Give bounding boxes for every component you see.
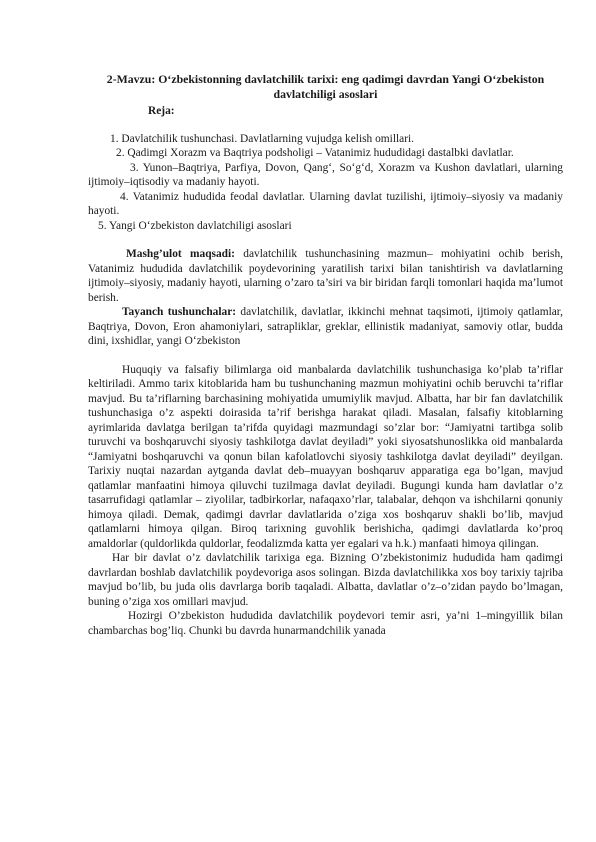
plan-item-2: 2. Qadimgi Xorazm va Baqtriya podsholigi – Vatanimiz hududidagi dastalbki davlatlar. — [116, 147, 514, 159]
keywords-label: Tayanch tushunchalar: — [122, 306, 237, 318]
keywords-text: davlatchilik, davlatlar, ikkinchi mehnat taqsimoti, ijtimoiy qatlamlar, Baqtriya, Dovon, Eron ahamoniylari, satrapliklar, greklar, ellinistik madaniyat, samoviy otlar, budda dini, ixshidlar, yangi O‘zbekiston — [88, 306, 563, 347]
page-title: 2-Mavzu: O‘zbekistonning davlatchilik tarixi: eng qadimgi davrdan Yangi O‘zbekiston davlatchiligi asoslari — [106, 72, 545, 101]
body-paragraph: Hozirgi O’zbekiston hududida davlatchilik poydevori temir asri, ya’ni 1–mingyillik bilan chambarchas bog’liq. Chunki bu davrda hunarmandchilik yanada — [88, 610, 563, 637]
spacer — [88, 233, 563, 247]
spacer — [88, 349, 563, 363]
goal-paragraph — [88, 247, 563, 305]
body-paragraph: Huquqiy va falsafiy bilimlarga oid manbalarda davlatchilik tushunchasiga ko’plab ta’riflar keltiriladi. Ammo tarix kitoblarida ham bu tushunchaning mazmun mohiyatini ochib beruvchi ta’riflar mavjud. Bu ta’riflarning barchasining mohiyatida umumiylik mavjud. Albatta, har bir fan davlatchilik tushunchasiga o’z aspekti doirasida ta’rif berishga harakat qiladi. Masalan, falsafiy kitoblarning ayrimlarida davlatga berilgan ta’rifda quyidagi mazmundagi so’zlar bor: “Jamiyatni tartibga solib turuvchi va boshqaruvchi siyosiy tashkilotga davlat deyiladi” yoki siyosatshunoslikka oid manbalarda “Jamiyatni boshqaruvchi va qonun bilan kafolatlovchi siyosiy tashkilotga davlat deyiladi” deyilgan. Tarixiy nuqtai nazardan aytganda davlat deb–muayyan boshqaruv apparatiga ega bo’lgan, mavjud qatlamlar manfaatini himoya qiluvchi tuzilmaga davlat deyiladi. Bugungi kunda ham davlatlar o’z tasarrufidagi qatlamlar – ziyolilar, tadbirkorlar, nafaqaxo’rlar, talabalar, dehqon va ishchilarni qonuniy himoya qiladi. Demak, qadimgi davrlar davlatlarida o’ziga xos boshqaruv shakli bo’lib, mavjud qatlamlarni himoya qilgan. Biroq tarixning guvohlik berishicha, qadimgi davlatlarda ko’proq amaldorlar (quldorlikda quldorlar, feodalizmda katta yer egalari va h.k.) manfaati himoya qilingan. — [88, 363, 563, 550]
plan-heading: Reja: — [148, 105, 175, 117]
plan-item-4: 4. Vatanimiz hududida feodal davlatlar. Ularning davlat tuzilishi, ijtimoiy–siyosiy va madaniy hayoti. — [88, 190, 563, 217]
plan-item-1: 1. Davlatchilik tushunchasi. Davlatlarning vujudga kelish omillari. — [110, 132, 415, 145]
plan-item-5: 5. Yangi O‘zbekiston davlatchiligi asoslari — [98, 219, 292, 232]
keywords-paragraph — [88, 305, 563, 349]
body-paragraph: Har bir davlat o’z davlatchilik tarixiga ega. Bizning O’zbekistonimiz hududida ham qadimgi davrlardan boshlab davlatchilik poydevoriga asos solingan. Bizda davlatchilikka xos boy tarixiy tajriba mavjud bo’lib, bu juda olis davrlarga borib taqaladi. Albatta, davlatlar o’z–o’zidan paydo bo’lmagan, buning o’ziga xos omillari mavjud. — [88, 552, 563, 608]
goal-text: davlatchilik tushunchasining mazmun– mohiyatini ochib berish, Vatanimiz hududida davlatchilik poydevorining yaratilish tarixi bilan tanishtirish va davlatlarning ijtimoiy–siyosiy, madaniy hayoti, ularning o’zaro ta’siri va bir biridan farqli tomonlari haqida ma’lumot berish. — [88, 248, 564, 304]
goal-label: Mashg’ulot maqsadi: — [126, 248, 235, 260]
plan-item-3: 3. Yunon–Baqtriya, Parfiya, Dovon, Qang‘, So‘g‘d, Xorazm va Kushon davlatlari, ularning ijtimoiy–iqtisodiy va madaniy hayoti. — [88, 161, 563, 188]
